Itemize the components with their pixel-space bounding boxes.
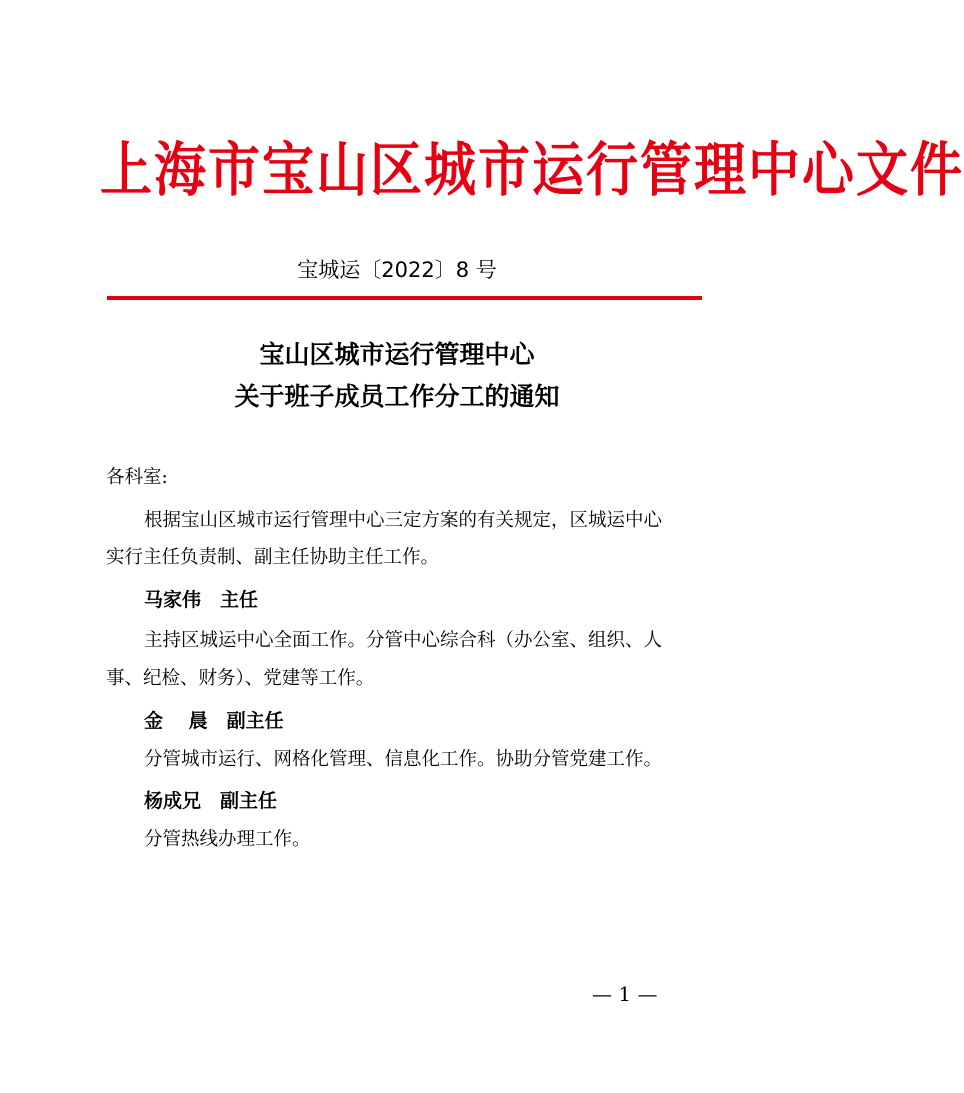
member-duty-yang-chengxiong-line-1: 分管热线办理工作。: [144, 829, 311, 850]
document-title-line-2: 关于班子成员工作分工的通知: [234, 382, 560, 411]
member-heading-jin-chen: 金 晨 副主任: [144, 710, 284, 732]
red-divider: [107, 296, 702, 300]
document-title-line-1: 宝山区城市运行管理中心: [259, 340, 535, 369]
masthead: 上海市宝山区城市运行管理中心文件: [100, 136, 964, 205]
page-number: — 1 —: [592, 982, 658, 1006]
member-duty-ma-jiawei-line-1: 主持区城运中心全面工作。分管中心综合科（办公室、组织、人: [144, 630, 663, 651]
document-number: 宝城运〔2022〕8 号: [297, 258, 497, 282]
member-heading-yang-chengxiong: 杨成兄 副主任: [144, 790, 278, 812]
salutation: 各科室:: [106, 467, 168, 488]
member-heading-ma-jiawei: 马家伟 主任: [144, 589, 259, 611]
member-duty-ma-jiawei-line-2: 事、纪检、财务）、党建等工作。: [106, 668, 375, 689]
intro-line-2: 实行主任负责制、副主任协助主任工作。: [106, 547, 440, 568]
member-duty-jin-chen-line-1: 分管城市运行、网格化管理、信息化工作。协助分管党建工作。: [144, 749, 663, 770]
intro-line-1: 根据宝山区城市运行管理中心三定方案的有关规定，区城运中心: [144, 510, 663, 531]
